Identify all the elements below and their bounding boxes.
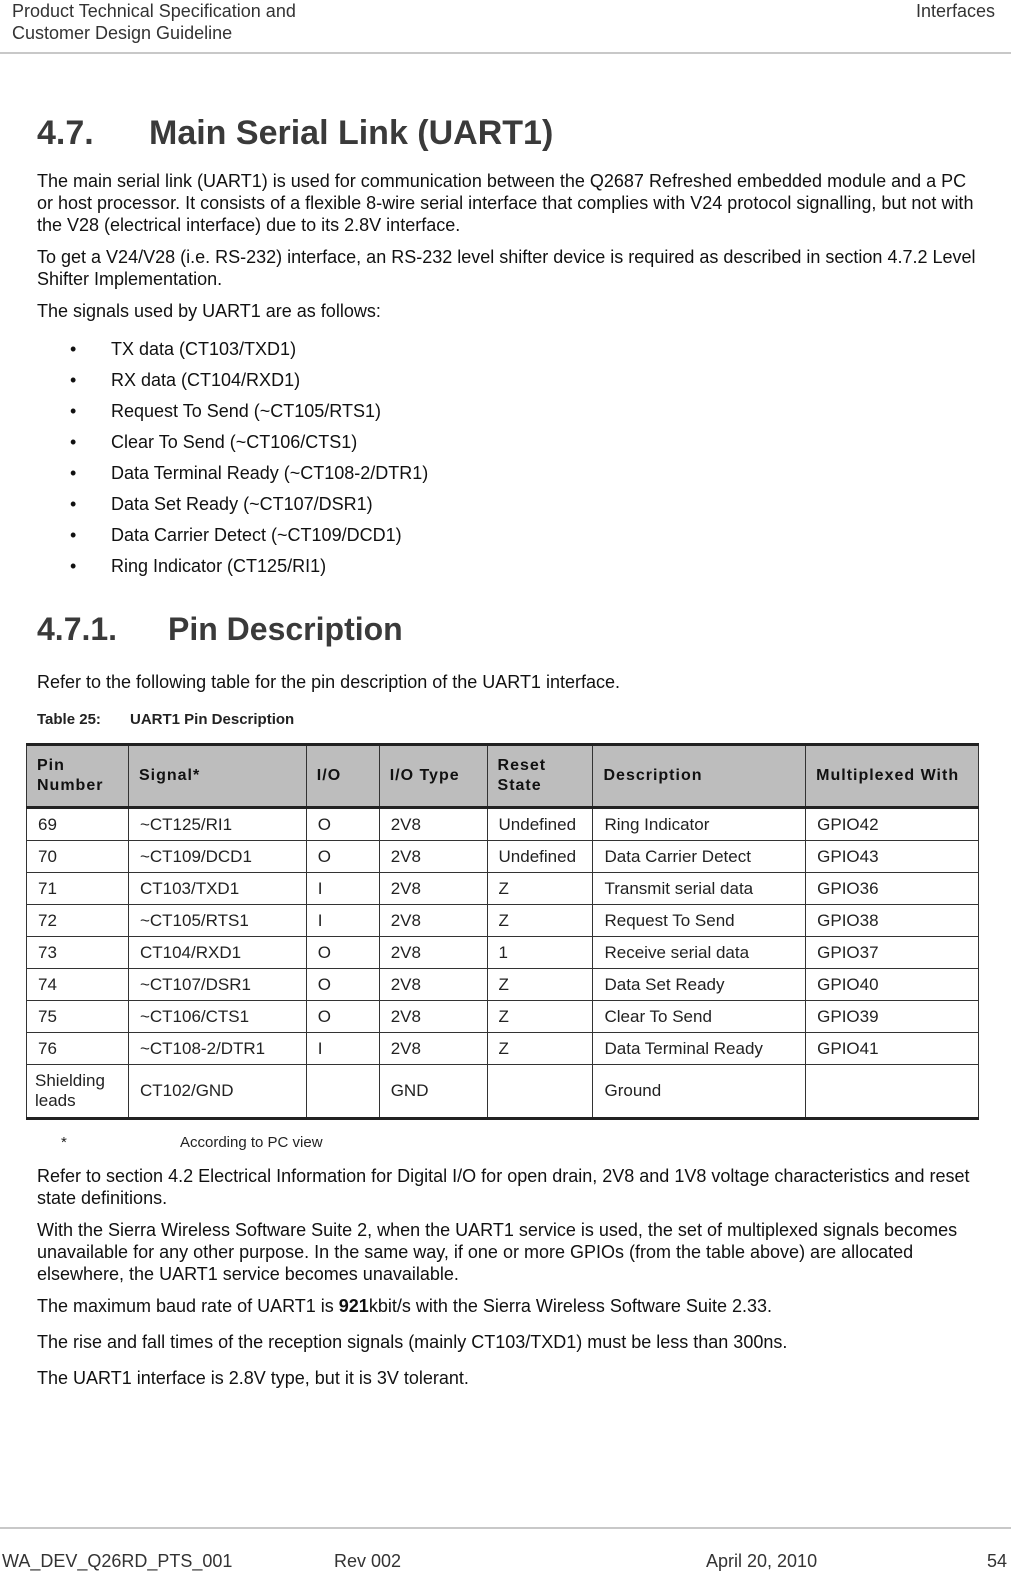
footer-revision: Rev 002: [334, 1551, 402, 1571]
table-cell: GPIO38: [806, 905, 979, 937]
table-cell: 2V8: [379, 905, 487, 937]
table-cell: [487, 1065, 593, 1119]
table-cell: 75: [27, 1001, 129, 1033]
table-cell: Undefined: [487, 808, 593, 841]
table-cell: Undefined: [487, 841, 593, 873]
table-cell: ~CT107/DSR1: [128, 969, 306, 1001]
table-cell: 2V8: [379, 969, 487, 1001]
table-cell: O: [306, 937, 379, 969]
column-header: Reset State: [487, 745, 593, 808]
subsection-title: Pin Description: [168, 611, 403, 647]
after-paragraph-3: The maximum baud rate of UART1 is 921kbit/s with the Sierra Wireless Software Suite 2.33.: [37, 1296, 772, 1316]
table-cell: ~CT109/DCD1: [128, 841, 306, 873]
table-row: [27, 1001, 979, 1033]
table-row: [27, 905, 979, 937]
table-cell: [806, 1065, 979, 1119]
column-header: Multiplexed With: [806, 745, 979, 808]
table-cell: 76: [27, 1033, 129, 1065]
table-cell: O: [306, 808, 379, 841]
table-cell: 72: [27, 905, 129, 937]
table-cell: ~CT105/RTS1: [128, 905, 306, 937]
bullet-icon: •: [70, 370, 77, 390]
table-cell: GPIO36: [806, 873, 979, 905]
column-header: Pin Number: [27, 745, 129, 808]
table-cell: CT102/GND: [128, 1065, 306, 1119]
table-cell: O: [306, 1001, 379, 1033]
table-cell: ~CT108-2/DTR1: [128, 1033, 306, 1065]
table-row: [27, 873, 979, 905]
table-cell: Clear To Send: [593, 1001, 806, 1033]
header-title-line2: Customer Design Guideline: [12, 23, 233, 43]
table-cell: Shielding leads: [27, 1065, 129, 1119]
bullet-icon: •: [70, 556, 77, 576]
table-cell: [306, 1065, 379, 1119]
table-cell: ~CT125/RI1: [128, 808, 306, 841]
table-row: [27, 937, 979, 969]
table-cell: GPIO40: [806, 969, 979, 1001]
table-cell: 74: [27, 969, 129, 1001]
footnote-text: According to PC view: [180, 1134, 323, 1151]
table-cell: I: [306, 1033, 379, 1065]
table-cell: GPIO43: [806, 841, 979, 873]
table-row: [27, 969, 979, 1001]
table-caption-title: UART1 Pin Description: [130, 711, 295, 728]
table-cell: GPIO39: [806, 1001, 979, 1033]
table-caption: [37, 711, 977, 728]
list-item: • RX data (CT104/RXD1): [37, 365, 977, 396]
table-cell: CT103/TXD1: [128, 873, 306, 905]
table-cell: Receive serial data: [593, 937, 806, 969]
table-cell: Z: [487, 873, 593, 905]
table-header-row: [27, 745, 979, 808]
list-item: • Request To Send (~CT105/RTS1): [37, 396, 977, 427]
bullet-icon: •: [70, 463, 77, 483]
table-cell: Data Carrier Detect: [593, 841, 806, 873]
table-cell: ~CT106/CTS1: [128, 1001, 306, 1033]
list-item: • TX data (CT103/TXD1): [37, 334, 977, 365]
column-header: Signal*: [128, 745, 306, 808]
page-header: [0, 0, 1011, 54]
list-item: • Data Carrier Detect (~CT109/DCD1): [37, 520, 977, 551]
table-cell: Z: [487, 969, 593, 1001]
table-row: [27, 808, 979, 841]
after-paragraph-1: Refer to section 4.2 Electrical Information for Digital I/O for open drain, 2V8 and 1V8 voltage characteristics and reset state definitions.: [37, 1166, 970, 1208]
footer-doc-id: WA_DEV_Q26RD_PTS_001: [2, 1551, 233, 1571]
table-cell: Request To Send: [593, 905, 806, 937]
table-cell: O: [306, 969, 379, 1001]
table-cell: 2V8: [379, 873, 487, 905]
table-cell: 2V8: [379, 1033, 487, 1065]
section-heading: [37, 112, 977, 154]
section-paragraph-1: The main serial link (UART1) is used for communication between the Q2687 Refreshed embedded module and a PC or host processor. It consists of a flexible 8-wire serial interface that complies with V24 protocol signalling, but not with the V28 (electrical interface) due to its 2.8V interface.: [37, 171, 974, 235]
header-title-line1: Product Technical Specification and: [12, 1, 296, 21]
table-cell: 70: [27, 841, 129, 873]
bullet-icon: •: [70, 432, 77, 452]
table-cell: Z: [487, 1001, 593, 1033]
footer-page-number: 54: [986, 1551, 1007, 1571]
baud-rate-value: 921: [338, 1296, 369, 1316]
list-item: • Data Terminal Ready (~CT108-2/DTR1): [37, 458, 977, 489]
bullet-icon: •: [70, 494, 77, 514]
subsection-heading: [37, 609, 977, 649]
list-item: • Ring Indicator (CT125/RI1): [37, 551, 977, 582]
section-paragraph-2: To get a V24/V28 (i.e. RS-232) interface, an RS-232 level shifter device is required as described in section 4.7.2 Level Shifter Implementation.: [37, 247, 976, 289]
bullet-icon: •: [70, 339, 77, 359]
footer-date: April 20, 2010: [706, 1551, 818, 1571]
footnote-mark: *: [61, 1134, 67, 1151]
signal-list: [37, 334, 977, 582]
section-paragraph-3: The signals used by UART1 are as follows:: [37, 301, 381, 321]
table-cell: GND: [379, 1065, 487, 1119]
table-cell: GPIO42: [806, 808, 979, 841]
table-caption-label: Table 25:: [37, 711, 101, 728]
table-cell: Z: [487, 905, 593, 937]
table-cell: CT104/RXD1: [128, 937, 306, 969]
subsection-intro: Refer to the following table for the pin description of the UART1 interface.: [37, 672, 620, 692]
table-cell: Transmit serial data: [593, 873, 806, 905]
table-cell: Ring Indicator: [593, 808, 806, 841]
header-doc-title: [12, 0, 296, 44]
table-footnote: [37, 1134, 977, 1151]
table-cell: 73: [27, 937, 129, 969]
table-cell: Data Terminal Ready: [593, 1033, 806, 1065]
table-cell: Z: [487, 1033, 593, 1065]
table-cell: 2V8: [379, 1001, 487, 1033]
column-header: I/O Type: [379, 745, 487, 808]
table-row: [27, 841, 979, 873]
after-paragraph-5: The UART1 interface is 2.8V type, but it is 3V tolerant.: [37, 1368, 469, 1388]
section-number: 4.7.: [37, 114, 94, 152]
page-footer: [0, 1527, 1011, 1585]
table-cell: 1: [487, 937, 593, 969]
subsection-number: 4.7.1.: [37, 611, 118, 647]
table-cell: O: [306, 841, 379, 873]
table-cell: 2V8: [379, 808, 487, 841]
table-row: [27, 1065, 979, 1119]
bullet-icon: •: [70, 525, 77, 545]
table-cell: GPIO37: [806, 937, 979, 969]
pin-description-table: [26, 743, 979, 1120]
table-cell: I: [306, 873, 379, 905]
table-cell: Ground: [593, 1065, 806, 1119]
section-title: Main Serial Link (UART1): [149, 114, 554, 152]
table-row: [27, 1033, 979, 1065]
table-cell: GPIO41: [806, 1033, 979, 1065]
header-chapter: Interfaces: [915, 1, 995, 21]
table-cell: 2V8: [379, 841, 487, 873]
after-paragraph-4: The rise and fall times of the reception signals (mainly CT103/TXD1) must be less than 300ns.: [37, 1332, 788, 1352]
page-content: [37, 60, 977, 1389]
column-header: Description: [593, 745, 806, 808]
bullet-icon: •: [70, 401, 77, 421]
column-header: I/O: [306, 745, 379, 808]
list-item: • Data Set Ready (~CT107/DSR1): [37, 489, 977, 520]
table-cell: Data Set Ready: [593, 969, 806, 1001]
list-item: • Clear To Send (~CT106/CTS1): [37, 427, 977, 458]
after-paragraph-2: With the Sierra Wireless Software Suite 2, when the UART1 service is used, the set of multiplexed signals becomes unavailable for any other purpose. In the same way, if one or more GPIOs (from the table above) are allocated elsewhere, the UART1 service becomes unavailable.: [37, 1220, 958, 1284]
table-cell: 69: [27, 808, 129, 841]
table-cell: 71: [27, 873, 129, 905]
table-cell: 2V8: [379, 937, 487, 969]
table-cell: I: [306, 905, 379, 937]
